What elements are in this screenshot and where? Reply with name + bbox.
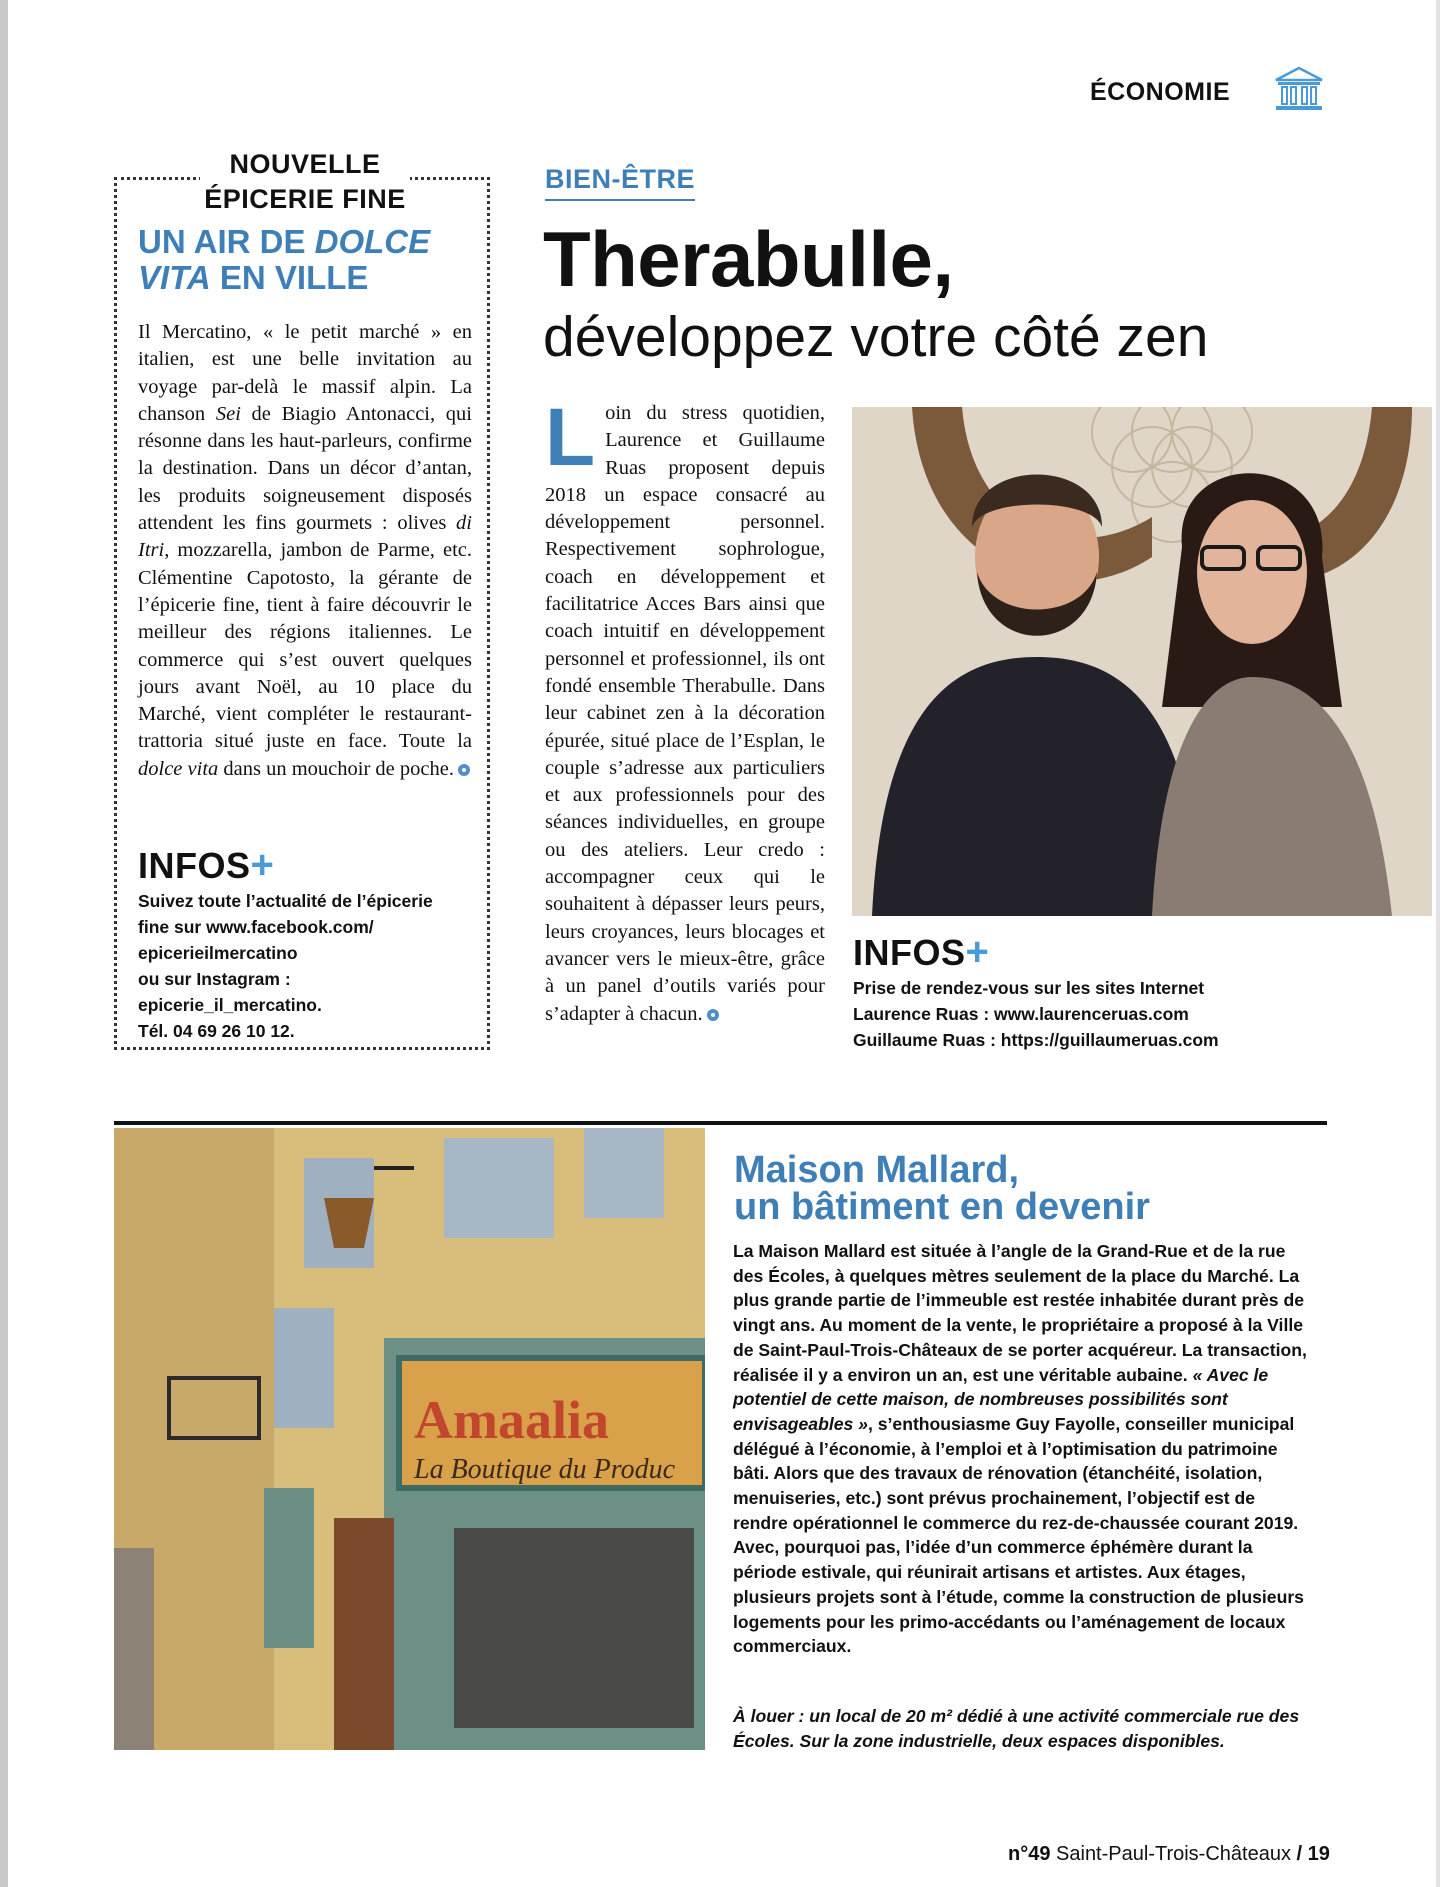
page-number: / 19 bbox=[1296, 1843, 1330, 1865]
infos-label: INFOS bbox=[138, 845, 251, 886]
couple-photo bbox=[852, 407, 1432, 916]
shop-sign-subtext: La Boutique du Produc bbox=[414, 1454, 676, 1485]
mallard-body bbox=[733, 1239, 1308, 1659]
issue-number: n°49 bbox=[1008, 1843, 1051, 1865]
sidebar-body-italic: Sei bbox=[215, 402, 241, 425]
end-mark-icon bbox=[707, 1009, 719, 1021]
mallard-title-line2: un bâtiment en devenir bbox=[734, 1186, 1150, 1228]
building-photo bbox=[114, 1128, 705, 1750]
plus-icon: + bbox=[250, 843, 274, 887]
sidebar-kicker bbox=[200, 147, 410, 217]
article-infos bbox=[853, 930, 1413, 1053]
infos-line: epicerie_il_mercatino. bbox=[138, 995, 322, 1015]
sidebar-body-italic: di Itri bbox=[138, 512, 472, 562]
mallard-body-text: , s’enthousiasme Guy Fayolle, conseiller municipal délégué à l’économie, à l’emploi et à l’optimisation du patrimoine bâti. Alors que des travaux de rénovation (étanchéité, isolation, menuiseries, etc.) sont prévus prochainement, l’objectif est de rendre opérationnel le commerce du rez-de-chaussée courant 2019. Avec, pourquoi pas, l’idée d’un commerce éphémère durant la période estivale, qui réunirait artisans et artistes. Aux étages, plusieurs projets sont à l’étude, comme la construction de plusieurs logements pour les primo-accédants ou l’aménagement de locaux commerciaux. bbox=[733, 1413, 1304, 1657]
page-footer bbox=[1008, 1843, 1330, 1866]
sidebar-body-text: , mozzarella, jambon de Parme, etc. Clémentine Capotosto, la gérante de l’épicerie fine, tient à faire découvrir le meilleur des régions italiennes. Le commerce qui s’est ouvert quelques jours avant Noël, au 10 place du Marché, vient compléter le restaurant-trattoria situé juste en face. Toute la bbox=[138, 539, 472, 753]
page-edge bbox=[0, 0, 8, 1887]
infos-line: epicerieilmercatino bbox=[138, 943, 298, 963]
sidebar-infos-text bbox=[138, 888, 478, 1044]
sidebar-title-part2: EN VILLE bbox=[210, 259, 369, 296]
drop-cap: L bbox=[545, 392, 596, 483]
infos-line: Tél. 04 69 26 10 12. bbox=[138, 1021, 295, 1041]
article-infos-text bbox=[853, 975, 1413, 1053]
infos-line: Laurence Ruas : www.laurenceruas.com bbox=[853, 1004, 1189, 1024]
sidebar-title-italic: DOLCE VITA bbox=[138, 223, 431, 296]
sidebar-title-part1: UN AIR DE bbox=[138, 223, 315, 260]
infos-line: Guillaume Ruas : https://guillaumeruas.com bbox=[853, 1030, 1219, 1050]
page-edge-right bbox=[1436, 0, 1440, 1887]
sidebar-body-text: dans un mouchoir de poche. bbox=[218, 757, 454, 780]
plus-icon: + bbox=[965, 930, 989, 974]
article-kicker: BIEN-ÊTRE bbox=[545, 164, 695, 201]
infos-line: ou sur Instagram : bbox=[138, 969, 291, 989]
shop-sign-text: Amaalia bbox=[414, 1390, 609, 1450]
article-subtitle: développez votre côté zen bbox=[543, 305, 1209, 369]
town-name: Saint-Paul-Trois-Châteaux bbox=[1056, 1843, 1291, 1865]
sidebar-title bbox=[138, 224, 478, 296]
sidebar-body-italic: dolce vita bbox=[138, 757, 219, 780]
mallard-note: À louer : un local de 20 m² dédié à une activité commerciale rue des Écoles. Sur la zone industrielle, deux espaces disponibles. bbox=[733, 1706, 1300, 1751]
section-label: ÉCONOMIE bbox=[1090, 78, 1231, 106]
sidebar-body-text: de Biagio Antonacci, qui résonne dans les haut-parleurs, confirme la destination. Dans un décor d’antan, les produits soigneusement disposés attendent les fins gourmets : olives bbox=[138, 402, 472, 535]
sidebar-infos bbox=[138, 843, 478, 1044]
infos-line: Prise de rendez-vous sur les sites Internet bbox=[853, 978, 1205, 998]
end-mark-icon bbox=[458, 764, 470, 776]
mallard-title-line1: Maison Mallard, bbox=[734, 1149, 1020, 1191]
mallard-quote: « Avec le potentiel de cette maison, de nombreuses possibilités sont envisageables » bbox=[733, 1364, 1269, 1434]
article-title: Therabulle, bbox=[543, 215, 954, 303]
infos-line: Suivez toute l’actualité de l’épicerie bbox=[138, 891, 433, 911]
sidebar-body bbox=[138, 319, 472, 783]
temple-icon bbox=[1272, 66, 1326, 112]
mallard-body-text: La Maison Mallard est située à l’angle de la Grand-Rue et de la rue des Écoles, à quelques mètres seulement de la place du Marché. La plus grande partie de l’immeuble est restée inhabitée durant près de vingt ans. Au moment de la vente, le propriétaire a proposé à la Ville de Saint-Paul-Trois-Châteaux de se porter acquéreur. La transaction, réalisée il y a environ un an, est une véritable aubaine. bbox=[733, 1241, 1307, 1385]
article-body-text: oin du stress quotidien, Laurence et Guillaume Ruas proposent depuis 2018 un espace consacré au développement personnel. Respectivement sophrologue, coach en développement et facilitatrice Acces Bars ainsi que coach intuitif en développement personnel et professionnel, ils ont fondé ensemble Therabulle. Dans leur cabinet zen à la décoration épurée, situé place de l’Esplan, le couple s’adresse aux particuliers et aux professionnels pour des séances individuelles, en groupe ou des ateliers. Leur credo : accompagner ceux qui le souhaitent à dépasser leurs peurs, leurs croyances, leurs blocages et avancer vers le mieux-être, grâce à un panel d’outils variés pour s’adapter à chacun. bbox=[545, 402, 825, 1025]
sidebar-body-text: Il Mercatino, « le petit marché » en italien, est une belle invitation au voyage par-delà le massif alpin. La chanson bbox=[138, 321, 472, 425]
mallard-title bbox=[734, 1149, 1314, 1228]
section-divider bbox=[114, 1121, 1327, 1125]
article-body bbox=[545, 392, 825, 1028]
infos-line: fine sur www.facebook.com/ bbox=[138, 917, 374, 937]
infos-label: INFOS bbox=[853, 932, 966, 973]
sidebar-kicker-line1: NOUVELLE bbox=[229, 149, 381, 179]
sidebar-kicker-line2: ÉPICERIE FINE bbox=[204, 184, 406, 214]
